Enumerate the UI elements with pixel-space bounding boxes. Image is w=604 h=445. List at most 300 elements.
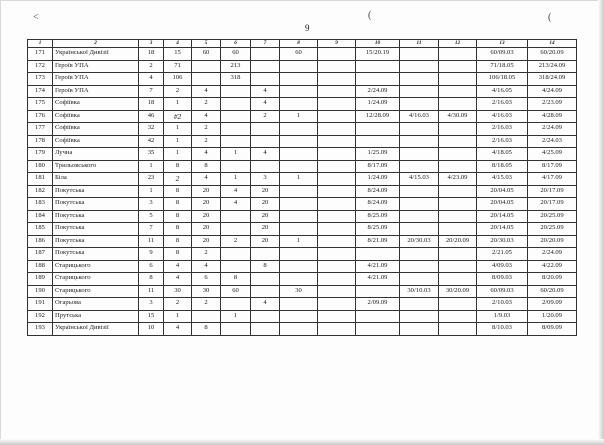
table-cell: 4/24.09 bbox=[528, 85, 577, 98]
table-cell bbox=[221, 248, 251, 261]
table-cell bbox=[318, 285, 356, 298]
table-cell: 1/9.03 bbox=[477, 310, 528, 323]
table-row bbox=[28, 185, 577, 198]
table-cell: 60 bbox=[192, 48, 221, 61]
table-cell bbox=[318, 298, 356, 311]
table-cell bbox=[400, 73, 439, 86]
table-cell bbox=[280, 123, 318, 136]
table-cell: 4 bbox=[192, 85, 221, 98]
table-row bbox=[28, 248, 577, 261]
table-cell: 8 bbox=[164, 160, 192, 173]
table-cell bbox=[400, 248, 439, 261]
table-cell bbox=[400, 298, 439, 311]
table-cell bbox=[318, 135, 356, 148]
table-cell bbox=[439, 85, 477, 98]
table-cell: 20 bbox=[192, 235, 221, 248]
table-cell bbox=[318, 248, 356, 261]
table-cell: 4/15.03 bbox=[477, 173, 528, 186]
ledger-table bbox=[27, 39, 577, 336]
table-cell bbox=[400, 98, 439, 111]
table-row bbox=[28, 73, 577, 86]
table-cell bbox=[439, 160, 477, 173]
table-cell bbox=[318, 73, 356, 86]
table-cell: 9 bbox=[139, 248, 164, 261]
table-cell: 60/20.09 bbox=[528, 285, 577, 298]
table-row bbox=[28, 173, 577, 186]
table-cell: 1 bbox=[139, 160, 164, 173]
table-cell bbox=[400, 60, 439, 73]
table-cell bbox=[439, 273, 477, 286]
table-cell bbox=[251, 135, 280, 148]
table-cell bbox=[439, 210, 477, 223]
row-number-cell: 183 bbox=[28, 198, 53, 211]
table-cell bbox=[318, 210, 356, 223]
row-number-cell: 172 bbox=[28, 60, 53, 73]
street-name-cell: Біла bbox=[53, 173, 139, 186]
table-cell bbox=[251, 273, 280, 286]
row-number-cell: 192 bbox=[28, 310, 53, 323]
table-cell: 23 bbox=[139, 173, 164, 186]
table-cell: 2 bbox=[221, 235, 251, 248]
table-cell: 4 bbox=[192, 110, 221, 123]
table-cell: 20 bbox=[192, 198, 221, 211]
table-cell bbox=[251, 73, 280, 86]
table-cell: 10 bbox=[139, 323, 164, 336]
column-header: 9 bbox=[318, 40, 356, 48]
table-cell bbox=[251, 123, 280, 136]
street-name-cell: Софіївка bbox=[53, 98, 139, 111]
table-cell bbox=[400, 198, 439, 211]
table-cell bbox=[280, 73, 318, 86]
table-cell: 1 bbox=[221, 310, 251, 323]
table-row bbox=[28, 148, 577, 161]
row-number-cell: 182 bbox=[28, 185, 53, 198]
table-cell: 1 bbox=[139, 185, 164, 198]
table-cell: 2 bbox=[164, 173, 192, 186]
table-cell: 2/21.05 bbox=[477, 248, 528, 261]
table-cell: 4/30.09 bbox=[439, 110, 477, 123]
street-name-cell: Софіївка bbox=[53, 135, 139, 148]
table-cell bbox=[221, 123, 251, 136]
table-cell bbox=[280, 148, 318, 161]
table-cell: 2/24.09 bbox=[356, 85, 400, 98]
table-cell: 1 bbox=[164, 123, 192, 136]
table-cell bbox=[439, 323, 477, 336]
table-row bbox=[28, 260, 577, 273]
table-cell: 2/09.09 bbox=[356, 298, 400, 311]
table-cell: 2/16.03 bbox=[477, 135, 528, 148]
row-number-cell: 187 bbox=[28, 248, 53, 261]
table-cell: 20 bbox=[251, 210, 280, 223]
table-cell: 20/14.05 bbox=[477, 223, 528, 236]
table-cell bbox=[439, 48, 477, 61]
table-cell: 60/20.09 bbox=[528, 48, 577, 61]
table-cell: 2 bbox=[192, 248, 221, 261]
table-cell bbox=[280, 298, 318, 311]
table-cell: 20/20.09 bbox=[439, 235, 477, 248]
table-cell: 20 bbox=[251, 223, 280, 236]
table-cell: 318/24.09 bbox=[528, 73, 577, 86]
table-cell bbox=[251, 310, 280, 323]
table-cell: 2/16.03 bbox=[477, 123, 528, 136]
column-header: 7 bbox=[251, 40, 280, 48]
table-cell bbox=[356, 323, 400, 336]
table-cell: 4 bbox=[139, 73, 164, 86]
table-cell bbox=[221, 85, 251, 98]
table-cell bbox=[221, 110, 251, 123]
table-row bbox=[28, 198, 577, 211]
column-header: 4 bbox=[164, 40, 192, 48]
table-cell: 8/25.09 bbox=[356, 223, 400, 236]
table-cell bbox=[400, 160, 439, 173]
table-cell bbox=[400, 260, 439, 273]
table-cell bbox=[280, 323, 318, 336]
table-cell: 8/09.09 bbox=[528, 323, 577, 336]
table-cell: 8 bbox=[221, 273, 251, 286]
street-name-cell: Старицького bbox=[53, 273, 139, 286]
table-cell bbox=[318, 173, 356, 186]
table-cell: 1 bbox=[221, 173, 251, 186]
table-cell bbox=[280, 260, 318, 273]
table-cell bbox=[318, 160, 356, 173]
page-number: 9 bbox=[305, 23, 310, 33]
table-cell: 4/16.03 bbox=[400, 110, 439, 123]
table-cell: 8/17.09 bbox=[356, 160, 400, 173]
table-cell: 8/10.03 bbox=[477, 323, 528, 336]
table-cell: 12/28.09 bbox=[356, 110, 400, 123]
table-cell bbox=[318, 323, 356, 336]
table-cell bbox=[439, 60, 477, 73]
table-cell: 7 bbox=[139, 85, 164, 98]
table-cell bbox=[318, 235, 356, 248]
table-cell: 60/09.03 bbox=[477, 285, 528, 298]
table-cell: 7 bbox=[139, 223, 164, 236]
table-cell bbox=[280, 60, 318, 73]
column-header: 6 bbox=[221, 40, 251, 48]
row-number-cell: 177 bbox=[28, 123, 53, 136]
table-cell: 2 bbox=[192, 123, 221, 136]
table-cell: 20 bbox=[251, 185, 280, 198]
street-name-cell: Героїв УПА bbox=[53, 85, 139, 98]
table-cell bbox=[356, 123, 400, 136]
table-cell bbox=[318, 123, 356, 136]
table-cell bbox=[400, 48, 439, 61]
table-cell: 60 bbox=[221, 48, 251, 61]
table-cell: 8 bbox=[164, 210, 192, 223]
table-cell: 60 bbox=[221, 285, 251, 298]
table-cell bbox=[400, 185, 439, 198]
table-cell: 106/18.05 bbox=[477, 73, 528, 86]
table-cell: 8/20.09 bbox=[528, 273, 577, 286]
table-cell bbox=[439, 248, 477, 261]
table-cell: 46 bbox=[139, 110, 164, 123]
table-cell bbox=[318, 98, 356, 111]
table-cell: 4 bbox=[164, 323, 192, 336]
table-cell bbox=[439, 260, 477, 273]
column-header: 1 bbox=[28, 40, 53, 48]
table-cell: 71/18.05 bbox=[477, 60, 528, 73]
table-cell bbox=[318, 185, 356, 198]
table-cell: 4/16.05 bbox=[477, 85, 528, 98]
table-cell bbox=[221, 210, 251, 223]
table-cell: 3 bbox=[251, 173, 280, 186]
table-cell: 2 bbox=[192, 98, 221, 111]
table-cell bbox=[251, 285, 280, 298]
table-cell bbox=[356, 73, 400, 86]
table-cell: 2 bbox=[139, 60, 164, 73]
table-cell: 8 bbox=[192, 323, 221, 336]
row-number-cell: 175 bbox=[28, 98, 53, 111]
table-cell: 18 bbox=[139, 48, 164, 61]
row-number-cell: 180 bbox=[28, 160, 53, 173]
table-cell bbox=[251, 160, 280, 173]
table-cell: 2 bbox=[192, 135, 221, 148]
table-cell: 4/28.09 bbox=[528, 110, 577, 123]
table-cell bbox=[318, 273, 356, 286]
table-cell: 2/09.09 bbox=[528, 298, 577, 311]
table-cell bbox=[439, 148, 477, 161]
table-cell bbox=[192, 60, 221, 73]
row-number-cell: 185 bbox=[28, 223, 53, 236]
table-cell bbox=[439, 135, 477, 148]
table-cell: 8 bbox=[192, 160, 221, 173]
row-number-cell: 186 bbox=[28, 235, 53, 248]
table-cell bbox=[400, 323, 439, 336]
table-cell bbox=[251, 48, 280, 61]
table-row bbox=[28, 210, 577, 223]
table-cell bbox=[400, 223, 439, 236]
table-cell: 20/04.05 bbox=[477, 198, 528, 211]
table-row bbox=[28, 98, 577, 111]
street-name-cell: Покутська bbox=[53, 198, 139, 211]
table-cell bbox=[318, 198, 356, 211]
page-edge-shadow bbox=[598, 0, 604, 445]
table-cell: 2 bbox=[164, 298, 192, 311]
table-cell: 32 bbox=[139, 123, 164, 136]
table-cell bbox=[439, 123, 477, 136]
table-cell: 20/04.05 bbox=[477, 185, 528, 198]
table-cell: 4 bbox=[164, 260, 192, 273]
table-cell: 18 bbox=[139, 98, 164, 111]
column-header: 10 bbox=[356, 40, 400, 48]
table-cell bbox=[356, 248, 400, 261]
table-cell: 8/25.09 bbox=[356, 210, 400, 223]
table-cell: 4 bbox=[164, 273, 192, 286]
table-cell bbox=[280, 248, 318, 261]
table-cell bbox=[318, 48, 356, 61]
table-cell: 20/14.05 bbox=[477, 210, 528, 223]
table-cell: 42 bbox=[139, 135, 164, 148]
column-header: 11 bbox=[400, 40, 439, 48]
table-cell bbox=[221, 298, 251, 311]
table-cell: 4/17.09 bbox=[528, 173, 577, 186]
table-row bbox=[28, 273, 577, 286]
table-cell: 8 bbox=[164, 223, 192, 236]
street-name-cell: Трильовського bbox=[53, 160, 139, 173]
table-cell bbox=[221, 260, 251, 273]
table-row bbox=[28, 123, 577, 136]
table-cell: 11 bbox=[139, 235, 164, 248]
table-cell bbox=[280, 223, 318, 236]
table-cell: 4/25.09 bbox=[528, 148, 577, 161]
table-cell bbox=[221, 135, 251, 148]
table-cell: 15/20.19 bbox=[356, 48, 400, 61]
table-row bbox=[28, 310, 577, 323]
table-cell: 8/09.03 bbox=[477, 273, 528, 286]
table-cell bbox=[318, 110, 356, 123]
table-cell bbox=[356, 60, 400, 73]
table-cell bbox=[400, 85, 439, 98]
table-cell bbox=[356, 135, 400, 148]
table-cell: 20/20.09 bbox=[528, 235, 577, 248]
table-cell: 30 bbox=[164, 285, 192, 298]
table-cell bbox=[439, 98, 477, 111]
table-cell bbox=[318, 60, 356, 73]
table-cell: 1 bbox=[164, 135, 192, 148]
table-cell bbox=[318, 223, 356, 236]
table-cell: 1/24.09 bbox=[356, 98, 400, 111]
column-header: 8 bbox=[280, 40, 318, 48]
table-cell: 4 bbox=[192, 260, 221, 273]
table-cell: 3 bbox=[139, 298, 164, 311]
street-name-cell: Прутська bbox=[53, 310, 139, 323]
table-cell: 30/10.03 bbox=[400, 285, 439, 298]
table-cell bbox=[280, 160, 318, 173]
table-cell: 20/17.09 bbox=[528, 198, 577, 211]
table-cell bbox=[439, 310, 477, 323]
row-number-cell: 188 bbox=[28, 260, 53, 273]
table-cell: 20 bbox=[192, 185, 221, 198]
table-cell: 2 bbox=[192, 298, 221, 311]
street-name-cell: Софіївка bbox=[53, 123, 139, 136]
table-cell: 8 bbox=[164, 248, 192, 261]
table-cell: 4 bbox=[192, 173, 221, 186]
table-cell: 71 bbox=[164, 60, 192, 73]
table-cell: 2/23.09 bbox=[528, 98, 577, 111]
table-cell: 20 bbox=[251, 198, 280, 211]
table-cell bbox=[221, 98, 251, 111]
table-cell bbox=[318, 260, 356, 273]
street-name-cell: Лучна bbox=[53, 148, 139, 161]
table-cell: 4 bbox=[251, 98, 280, 111]
street-name-cell: Героїв УПА bbox=[53, 60, 139, 73]
table-cell bbox=[251, 60, 280, 73]
table-cell: 30 bbox=[192, 285, 221, 298]
table-cell: 4/21.09 bbox=[356, 260, 400, 273]
table-cell: 4/15.03 bbox=[400, 173, 439, 186]
table-cell bbox=[400, 273, 439, 286]
table-cell bbox=[221, 160, 251, 173]
table-cell: 2/10.03 bbox=[477, 298, 528, 311]
table-cell: 4/21.09 bbox=[356, 273, 400, 286]
table-cell: 30 bbox=[280, 285, 318, 298]
table-cell: 1 bbox=[280, 110, 318, 123]
table-cell bbox=[439, 185, 477, 198]
row-number-cell: 173 bbox=[28, 73, 53, 86]
table-cell: 2/24.09 bbox=[528, 248, 577, 261]
table-cell: 20/25.09 bbox=[528, 223, 577, 236]
table-cell bbox=[192, 73, 221, 86]
table-cell: 5 bbox=[139, 210, 164, 223]
table-cell: 20 bbox=[251, 235, 280, 248]
column-header: 14 bbox=[528, 40, 577, 48]
scan-mark-center: ( bbox=[368, 10, 372, 21]
table-cell bbox=[356, 310, 400, 323]
street-name-cell: Софіївка bbox=[53, 110, 139, 123]
table-cell bbox=[400, 135, 439, 148]
table-cell: 8 bbox=[139, 273, 164, 286]
column-header: 2 bbox=[53, 40, 139, 48]
table-cell: 8 bbox=[164, 235, 192, 248]
street-name-cell: Покутська bbox=[53, 185, 139, 198]
table-cell: 1 bbox=[280, 173, 318, 186]
table-row bbox=[28, 298, 577, 311]
table-cell bbox=[280, 135, 318, 148]
table-cell bbox=[400, 123, 439, 136]
table-cell: 4/23.09 bbox=[439, 173, 477, 186]
table-cell bbox=[439, 198, 477, 211]
table-cell bbox=[221, 223, 251, 236]
table-cell: 30/20.09 bbox=[439, 285, 477, 298]
table-cell: 4/16.03 bbox=[477, 110, 528, 123]
table-row bbox=[28, 135, 577, 148]
row-number-cell: 181 bbox=[28, 173, 53, 186]
page-edge-shadow bbox=[0, 439, 604, 445]
table-cell: 8/24.09 bbox=[356, 185, 400, 198]
table-cell: 4 bbox=[251, 298, 280, 311]
table-cell: 20/17.09 bbox=[528, 185, 577, 198]
column-header: 13 bbox=[477, 40, 528, 48]
table-cell bbox=[280, 273, 318, 286]
table-cell bbox=[280, 185, 318, 198]
table-cell: 2/24.09 bbox=[528, 123, 577, 136]
table-cell: 60 bbox=[280, 48, 318, 61]
table-cell bbox=[192, 310, 221, 323]
street-name-cell: Покутська bbox=[53, 210, 139, 223]
table-cell: 8/24.09 bbox=[356, 198, 400, 211]
row-number-cell: 191 bbox=[28, 298, 53, 311]
street-name-cell: Огарьова bbox=[53, 298, 139, 311]
table-cell bbox=[221, 323, 251, 336]
table-cell: 1/24.09 bbox=[356, 173, 400, 186]
street-name-cell: Покутська bbox=[53, 248, 139, 261]
street-name-cell: Української Дивізії bbox=[53, 48, 139, 61]
table-cell: 4/09.03 bbox=[477, 260, 528, 273]
table-cell: 106 bbox=[164, 73, 192, 86]
table-cell bbox=[439, 73, 477, 86]
table-cell: 20/25.09 bbox=[528, 210, 577, 223]
row-number-cell: 178 bbox=[28, 135, 53, 148]
table-cell: 6 bbox=[192, 273, 221, 286]
table-cell: #2 bbox=[164, 110, 192, 123]
table-cell: 6 bbox=[139, 260, 164, 273]
table-cell: 213/24.09 bbox=[528, 60, 577, 73]
table-cell bbox=[400, 148, 439, 161]
table-cell: 4/18.05 bbox=[477, 148, 528, 161]
table-cell: 8 bbox=[164, 185, 192, 198]
scan-mark-right: ( bbox=[548, 12, 552, 23]
table-cell: 8/18.05 bbox=[477, 160, 528, 173]
table-row bbox=[28, 323, 577, 336]
table-cell: 4/22.09 bbox=[528, 260, 577, 273]
row-number-cell: 179 bbox=[28, 148, 53, 161]
scan-mark-left: ˂ bbox=[33, 12, 39, 23]
table-cell: 20/30.03 bbox=[400, 235, 439, 248]
row-number-cell: 171 bbox=[28, 48, 53, 61]
table-cell bbox=[439, 223, 477, 236]
table-cell: 8 bbox=[251, 260, 280, 273]
table-cell: 8/21.09 bbox=[356, 235, 400, 248]
